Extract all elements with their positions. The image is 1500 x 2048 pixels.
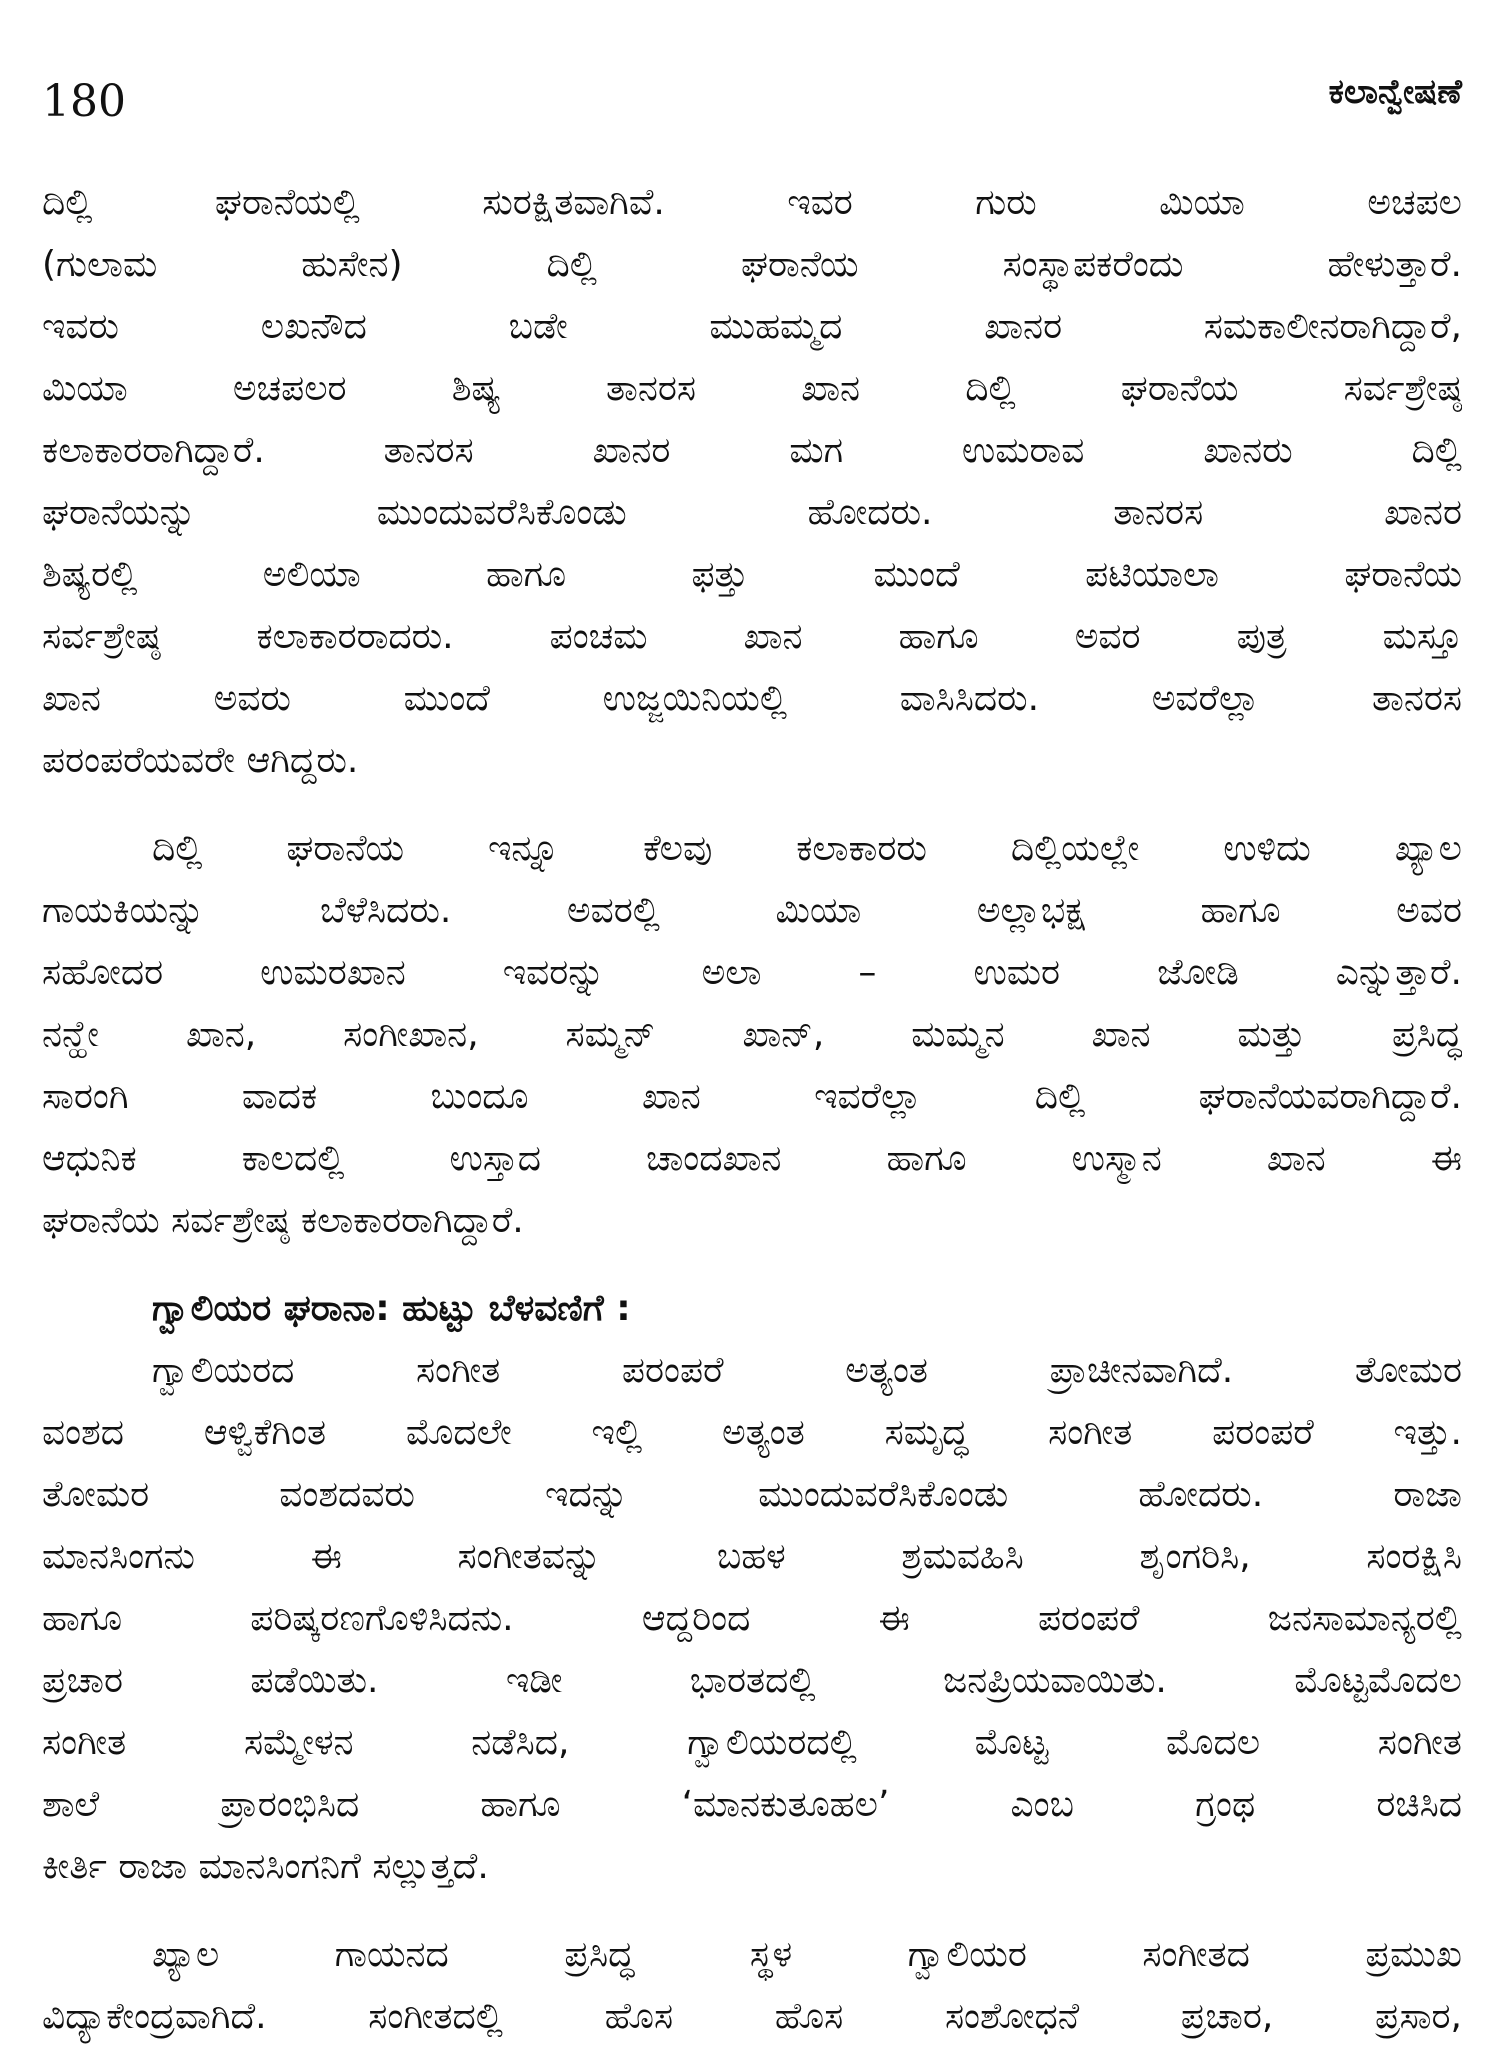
text-line: ಪ್ರಚಾರ ಪಡೆಯಿತು. ಇಡೀ ಭಾರತದಲ್ಲಿ ಜನಪ್ರಿಯವಾಯಿತು. ಮೊಟ್ಟಮೊದಲ bbox=[42, 1660, 1462, 1701]
text-line: ಸಹೋದರ ಉಮರಖಾನ ಇವರನ್ನು ಅಲಾ – ಉಮರ ಜೋಡಿ ಎನ್ನುತ್ತಾರೆ. bbox=[42, 952, 1462, 993]
text-line: ಕಲಾಕಾರರಾಗಿದ್ದಾರೆ. ತಾನರಸ ಖಾನರ ಮಗ ಉಮರಾವ ಖಾನರು ದಿಲ್ಲಿ bbox=[42, 430, 1462, 471]
text-line: ಹಾಗೂ ಪರಿಷ್ಕರಣಗೊಳಿಸಿದನು. ಆದ್ದರಿಂದ ಈ ಪರಂಪರೆ ಜನಸಾಮಾನ್ಯರಲ್ಲಿ bbox=[42, 1598, 1462, 1639]
text-line: ಗ್ವಾಲಿಯರದ ಸಂಗೀತ ಪರಂಪರೆ ಅತ್ಯಂತ ಪ್ರಾಚೀನವಾಗಿದೆ. ತೋಮರ bbox=[152, 1350, 1462, 1391]
text-line: ಶಿಷ್ಯರಲ್ಲಿ ಅಲಿಯಾ ಹಾಗೂ ಫತ್ತು ಮುಂದೆ ಪಟಿಯಾಲಾ ಘರಾನೆಯ bbox=[42, 554, 1462, 595]
text-line: ದಿಲ್ಲಿ ಘರಾನೆಯ ಇನ್ನೂ ಕೆಲವು ಕಲಾಕಾರರು ದಿಲ್ಲಿಯಲ್ಲೇ ಉಳಿದು ಖ್ಯಾಲ bbox=[152, 828, 1462, 869]
text-line: ಆಧುನಿಕ ಕಾಲದಲ್ಲಿ ಉಸ್ತಾದ ಚಾಂದಖಾನ ಹಾಗೂ ಉಸ್ಮಾನ ಖಾನ ಈ bbox=[42, 1138, 1462, 1179]
running-title: ಕಲಾನ್ವೇಷಣೆ bbox=[1328, 72, 1462, 112]
text-line: ಘರಾನೆಯ ಸರ್ವಶ್ರೇಷ್ಠ ಕಲಾಕಾರರಾಗಿದ್ದಾರೆ. bbox=[42, 1200, 524, 1241]
text-line: ನನ್ಹೇ ಖಾನ, ಸಂಗೀಖಾನ, ಸಮ್ಮನ್ ಖಾನ್, ಮಮ್ಮನ ಖಾನ ಮತ್ತು ಪ್ರಸಿದ್ಧ bbox=[42, 1014, 1462, 1055]
paragraph-3 bbox=[42, 1340, 1462, 1898]
paragraph-4 bbox=[42, 1924, 1462, 2048]
text-line: ಶಾಲೆ ಪ್ರಾರಂಭಿಸಿದ ಹಾಗೂ ‘ಮಾನಕುತೂಹಲ’ ಎಂಬ ಗ್ರಂಥ ರಚಿಸಿದ bbox=[42, 1784, 1462, 1825]
text-line: ಸರ್ವಶ್ರೇಷ್ಠ ಕಲಾಕಾರರಾದರು. ಪಂಚಮ ಖಾನ ಹಾಗೂ ಅವರ ಪುತ್ರ ಮಸ್ತೂ bbox=[42, 616, 1462, 657]
text-line: ಮಿಯಾ ಅಚಪಲರ ಶಿಷ್ಯ ತಾನರಸ ಖಾನ ದಿಲ್ಲಿ ಘರಾನೆಯ ಸರ್ವಶ್ರೇಷ್ಠ bbox=[42, 368, 1462, 409]
paragraph-2 bbox=[42, 818, 1462, 1252]
text-line: ಸಂಗೀತ ಸಮ್ಮೇಳನ ನಡೆಸಿದ, ಗ್ವಾಲಿಯರದಲ್ಲಿ ಮೊಟ್ಟ ಮೊದಲ ಸಂಗೀತ bbox=[42, 1722, 1462, 1763]
text-line: ಗಾಯಕಿಯನ್ನು ಬೆಳೆಸಿದರು. ಅವರಲ್ಲಿ ಮಿಯಾ ಅಲ್ಲಾಭಕ್ಷ ಹಾಗೂ ಅವರ bbox=[42, 890, 1462, 931]
text-line: ವಂಶದ ಆಳ್ವಿಕೆಗಿಂತ ಮೊದಲೇ ಇಲ್ಲಿ ಅತ್ಯಂತ ಸಮೃದ್ಧ ಸಂಗೀತ ಪರಂಪರೆ ಇತ್ತು. bbox=[42, 1412, 1462, 1453]
page-number: 180 bbox=[42, 76, 126, 127]
text-line: ಘರಾನೆಯನ್ನು ಮುಂದುವರೆಸಿಕೊಂಡು ಹೋದರು. ತಾನರಸ ಖಾನರ bbox=[42, 492, 1462, 533]
text-line: ಇವರು ಲಖನೌದ ಬಡೇ ಮುಹಮ್ಮದ ಖಾನರ ಸಮಕಾಲೀನರಾಗಿದ್ದಾರೆ, bbox=[42, 306, 1462, 347]
section-heading: ಗ್ವಾಲಿಯರ ಘರಾನಾ: ಹುಟ್ಟು ಬೆಳವಣಿಗೆ : bbox=[152, 1288, 631, 1329]
text-line: ತೋಮರ ವಂಶದವರು ಇದನ್ನು ಮುಂದುವರೆಸಿಕೊಂಡು ಹೋದರು. ರಾಜಾ bbox=[42, 1474, 1462, 1515]
text-line: ಪರಂಪರೆಯವರೇ ಆಗಿದ್ದರು. bbox=[42, 740, 359, 781]
text-line: ಸಾರಂಗಿ ವಾದಕ ಬುಂದೂ ಖಾನ ಇವರೆಲ್ಲಾ ದಿಲ್ಲಿ ಘರಾನೆಯವರಾಗಿದ್ದಾರೆ. bbox=[42, 1076, 1462, 1117]
text-line: ದಿಲ್ಲಿ ಘರಾನೆಯಲ್ಲಿ ಸುರಕ್ಷಿತವಾಗಿವೆ. ಇವರ ಗುರು ಮಿಯಾ ಅಚಪಲ bbox=[42, 182, 1462, 223]
text-line: ವಿದ್ಯಾಕೇಂದ್ರವಾಗಿದೆ. ಸಂಗೀತದಲ್ಲಿ ಹೊಸ ಹೊಸ ಸಂಶೋಧನೆ ಪ್ರಚಾರ, ಪ್ರಸಾರ, bbox=[42, 1996, 1462, 2037]
body-text bbox=[42, 172, 1462, 2048]
text-line: ಮಾನಸಿಂಗನು ಈ ಸಂಗೀತವನ್ನು ಬಹಳ ಶ್ರಮವಹಿಸಿ ಶೃಂಗರಿಸಿ, ಸಂರಕ್ಷಿಸಿ bbox=[42, 1536, 1462, 1577]
paragraph-1 bbox=[42, 172, 1462, 792]
text-line: (ಗುಲಾಮ ಹುಸೇನ) ದಿಲ್ಲಿ ಘರಾನೆಯ ಸಂಸ್ಥಾಪಕರೆಂದು ಹೇಳುತ್ತಾರೆ. bbox=[42, 244, 1462, 285]
text-line: ಖ್ಯಾಲ ಗಾಯನದ ಪ್ರಸಿದ್ಧ ಸ್ಥಳ ಗ್ವಾಲಿಯರ ಸಂಗೀತದ ಪ್ರಮುಖ bbox=[152, 1934, 1462, 1975]
text-line: ಖಾನ ಅವರು ಮುಂದೆ ಉಜ್ಜಯಿನಿಯಲ್ಲಿ ವಾಸಿಸಿದರು. ಅವರೆಲ್ಲಾ ತಾನರಸ bbox=[42, 678, 1462, 719]
text-line: ಕೀರ್ತಿ ರಾಜಾ ಮಾನಸಿಂಗನಿಗೆ ಸಲ್ಲುತ್ತದೆ. bbox=[42, 1846, 489, 1887]
